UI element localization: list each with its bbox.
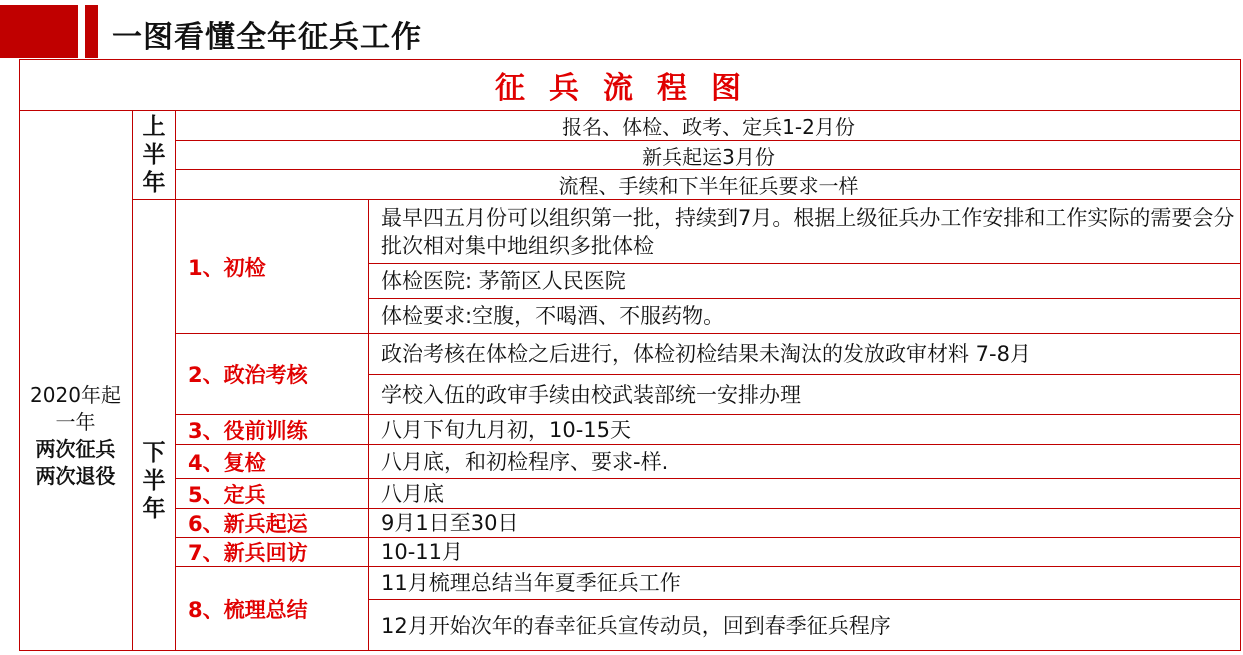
step-detail: 学校入伍的政审手续由校武装部统一安排办理 bbox=[381, 382, 801, 407]
first-half-label: 上 半 年 bbox=[142, 114, 166, 196]
table-title-cell bbox=[19, 60, 1241, 110]
header-accent-bar bbox=[85, 5, 98, 58]
step-detail: 八月下旬九月初，10-15天 bbox=[381, 417, 632, 442]
step-detail: 体检要求:空腹，不喝酒、不服药物。 bbox=[381, 304, 725, 328]
left-line-1: 2020年起 bbox=[30, 383, 121, 407]
step-detail: 八月底 bbox=[381, 481, 444, 506]
step-detail: 八月底，和初检程序、要求-样. bbox=[381, 449, 669, 474]
step-political-review: 2、政治考核 bbox=[188, 363, 308, 387]
second-half-label: 下 半 年 bbox=[142, 439, 166, 522]
step-detail: 12月开始次年的春幸征兵宣传动员，回到春季征兵程序 bbox=[381, 613, 891, 638]
first-half-row: 新兵起运3月份 bbox=[642, 144, 775, 169]
step-detail: 最早四五月份可以组织第一批，持续到7月。根据上级征兵办工作安排和工作实际的需要会分批次相对集中地组织多批体检 bbox=[381, 205, 1235, 258]
step-pre-training: 3、役前训练 bbox=[188, 418, 308, 443]
step-detail: 10-11月 bbox=[381, 540, 464, 564]
step-summary: 8、梳理总结 bbox=[188, 598, 308, 622]
page-title: 一图看懂全年征兵工作 bbox=[112, 20, 422, 55]
left-line-2: 一年 bbox=[55, 410, 96, 434]
step-initial-check: 1、初检 bbox=[188, 255, 266, 280]
step-dispatch: 6、新兵起运 bbox=[188, 512, 308, 536]
left-column bbox=[19, 111, 132, 651]
first-half-row: 流程、手续和下半年征兵要求一样 bbox=[558, 174, 859, 198]
table-title: 征兵流程图 bbox=[495, 71, 765, 106]
step-detail: 政治考核在体检之后进行，体检初检结果未淘汰的发放政审材料 7-8月 bbox=[381, 342, 1031, 366]
step-recheck: 4、复检 bbox=[188, 450, 266, 475]
step-detail: 9月1日至30日 bbox=[381, 511, 519, 535]
left-line-3: 两次征兵 bbox=[35, 437, 116, 461]
header-accent-block bbox=[0, 5, 78, 58]
step-finalize: 5、定兵 bbox=[188, 482, 266, 507]
step-detail: 11月梳理总结当年夏季征兵工作 bbox=[381, 571, 681, 595]
left-line-4: 两次退役 bbox=[35, 464, 116, 488]
step-detail: 体检医院: 茅箭区人民医院 bbox=[381, 269, 626, 293]
step-revisit: 7、新兵回访 bbox=[188, 541, 308, 565]
first-half-row: 报名、体检、政考、定兵1-2月份 bbox=[562, 115, 855, 139]
